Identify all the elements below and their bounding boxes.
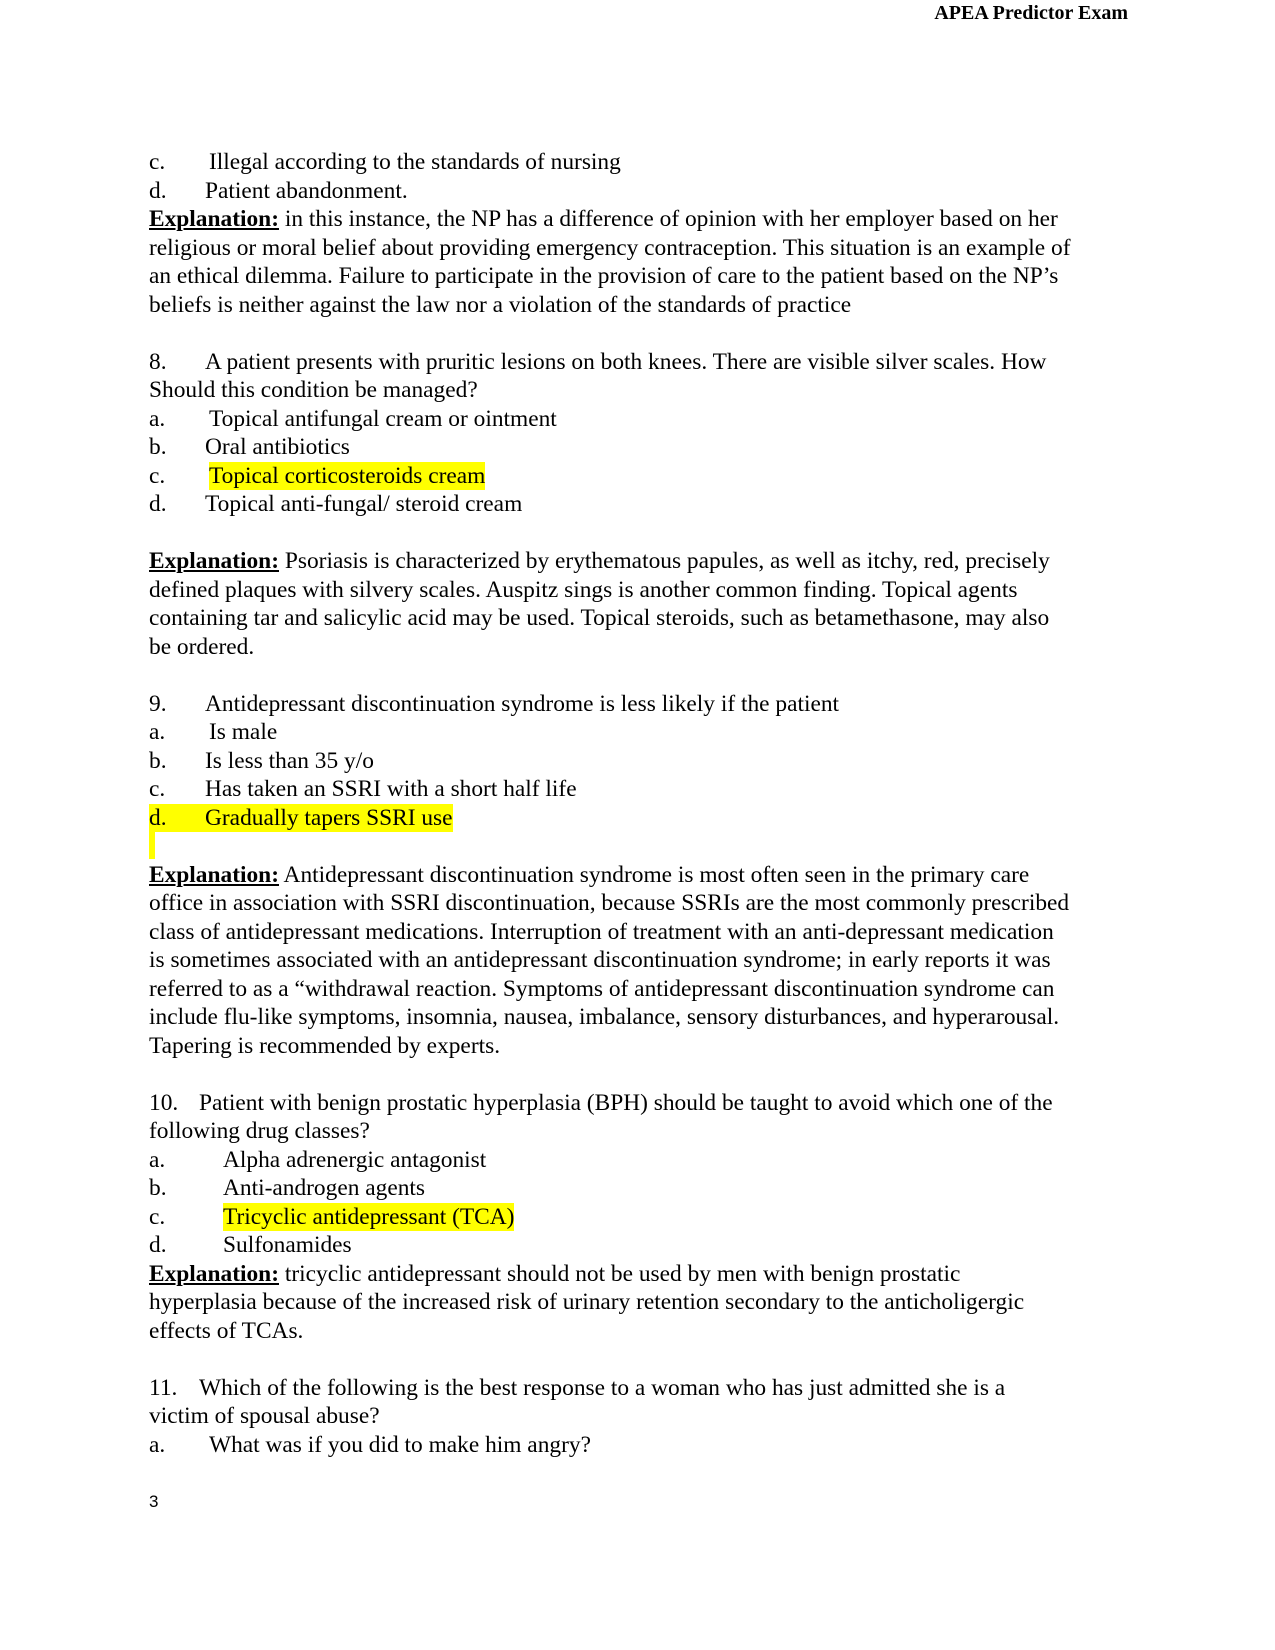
option-letter: b. — [149, 434, 167, 460]
q7-option-c — [149, 148, 1129, 177]
option-text: Illegal according to the standards of nursing — [209, 149, 621, 175]
explanation-text: Antidepressant discontinuation syndrome is most often seen in the primary care office in association with SSRI discontinuation, because SSRIs are the most commonly prescribed class of antidepressant medications. Interruption of treatment with an anti-depressant medication is sometimes associated with an antidepressant discontinuation syndrome; in early reports it was referred to as a “withdrawal reaction. Symptoms of antidepressant discontinuation syndrome can include flu-like symptoms, insomnia, nausea, imbalance, sensory disturbances, and hyperarousal. Tapering is recommended by experts. — [149, 861, 1070, 1059]
explanation-label: Explanation: — [149, 861, 279, 888]
option-letter: c. — [149, 776, 166, 802]
q8-option-b — [149, 433, 1129, 462]
q10-question — [149, 1089, 1074, 1146]
question-number: 9. — [149, 690, 167, 717]
option-text: Oral antibiotics — [205, 434, 350, 460]
q7-explanation — [149, 205, 1074, 319]
option-letter: d. — [149, 177, 167, 204]
q10-explanation — [149, 1260, 1049, 1346]
option-letter: b. — [149, 1175, 167, 1201]
option-text: Alpha adrenergic antagonist — [223, 1146, 487, 1173]
q10-option-b — [149, 1174, 1129, 1203]
option-text: Topical antifungal cream or ointment — [209, 405, 557, 432]
highlighted-answer: Topical corticosteroids cream — [209, 462, 486, 489]
option-letter: c. — [149, 462, 166, 489]
option-letter: d. — [149, 804, 205, 833]
option-letter: c. — [149, 149, 166, 175]
question-number: 8. — [149, 348, 167, 375]
highlighted-answer: Gradually tapers SSRI use — [205, 804, 453, 831]
q8-question-line1 — [149, 348, 1129, 377]
q10-option-d — [149, 1231, 1129, 1260]
option-text: Topical anti-fungal/ steroid cream — [205, 491, 523, 517]
q8-option-a — [149, 405, 1129, 434]
option-letter: a. — [149, 1146, 166, 1173]
option-text: Has taken an SSRI with a short half life — [205, 776, 577, 802]
option-letter: c. — [149, 1203, 166, 1230]
q9-option-b — [149, 747, 1129, 776]
option-text: Anti-androgen agents — [223, 1175, 426, 1201]
highlight-marker-row — [149, 832, 1129, 861]
q9-question — [149, 690, 1129, 719]
option-letter: a. — [149, 405, 166, 432]
highlight-marker — [149, 832, 155, 859]
option-text: Is less than 35 y/o — [205, 747, 374, 774]
option-text: Sulfonamides — [223, 1232, 352, 1258]
option-letter: a. — [149, 1431, 166, 1458]
question-text: Which of the following is the best response to a woman who has just admitted she is a victim of spousal abuse? — [149, 1374, 1006, 1429]
page-number: 3 — [149, 1492, 159, 1511]
q9-option-c — [149, 775, 1129, 804]
explanation-text: tricyclic antidepressant should not be used by men with benign prostatic hyperplasia because of the increased risk of urinary retention secondary to the anticholigergic effects of TCAs. — [149, 1260, 1025, 1344]
page-header-title: APEA Predictor Exam — [934, 2, 1128, 24]
question-text: Antidepressant discontinuation syndrome is less likely if the patient — [205, 690, 840, 717]
explanation-label: Explanation: — [149, 548, 279, 574]
option-letter: b. — [149, 747, 167, 774]
option-letter: d. — [149, 1232, 167, 1258]
q8-explanation — [149, 547, 1074, 661]
question-number: 11. — [149, 1374, 178, 1401]
option-text: Patient abandonment. — [205, 177, 408, 204]
q9-option-a — [149, 718, 1129, 747]
q10-option-a — [149, 1146, 1129, 1175]
q11-option-a — [149, 1431, 1129, 1460]
explanation-label: Explanation: — [149, 1260, 279, 1287]
question-number: 10. — [149, 1089, 179, 1116]
q8-option-c-answer — [149, 462, 1129, 491]
q9-explanation — [149, 861, 1074, 1061]
question-text: A patient presents with pruritic lesions on both knees. There are visible silver scales. How — [205, 348, 1047, 375]
option-letter: d. — [149, 491, 167, 517]
q8-option-d — [149, 490, 1129, 519]
q8-question-line2: Should this condition be managed? — [149, 377, 478, 403]
question-text: Patient with benign prostatic hyperplasia (BPH) should be taught to avoid which one of the following drug classes? — [149, 1089, 1053, 1144]
option-text: Is male — [209, 719, 278, 745]
document-body — [149, 148, 1129, 1459]
explanation-text: Psoriasis is characterized by erythematous papules, as well as itchy, red, precisely defined plaques with silvery scales. Auspitz sings is another common finding. Topical agents containing tar and salicylic acid may be used. Topical steroids, such as betamethasone, may also be ordered. — [149, 548, 1050, 660]
highlighted-answer: Tricyclic antidepressant (TCA) — [223, 1203, 515, 1230]
option-text: What was if you did to make him angry? — [209, 1431, 591, 1458]
q7-option-d — [149, 177, 1129, 206]
option-letter: a. — [149, 719, 166, 745]
q11-question — [149, 1374, 1029, 1431]
q10-option-c-answer — [149, 1203, 1129, 1232]
explanation-text: in this instance, the NP has a difference of opinion with her employer based on her religious or moral belief about providing emergency contraception. This situation is an example of an ethical dilemma. Failure to participate in the provision of care to the patient based on the NP’s beliefs is neither against the law nor a violation of the standards of practice — [149, 206, 1071, 318]
q9-option-d-answer — [149, 804, 1129, 833]
explanation-label: Explanation: — [149, 206, 279, 232]
